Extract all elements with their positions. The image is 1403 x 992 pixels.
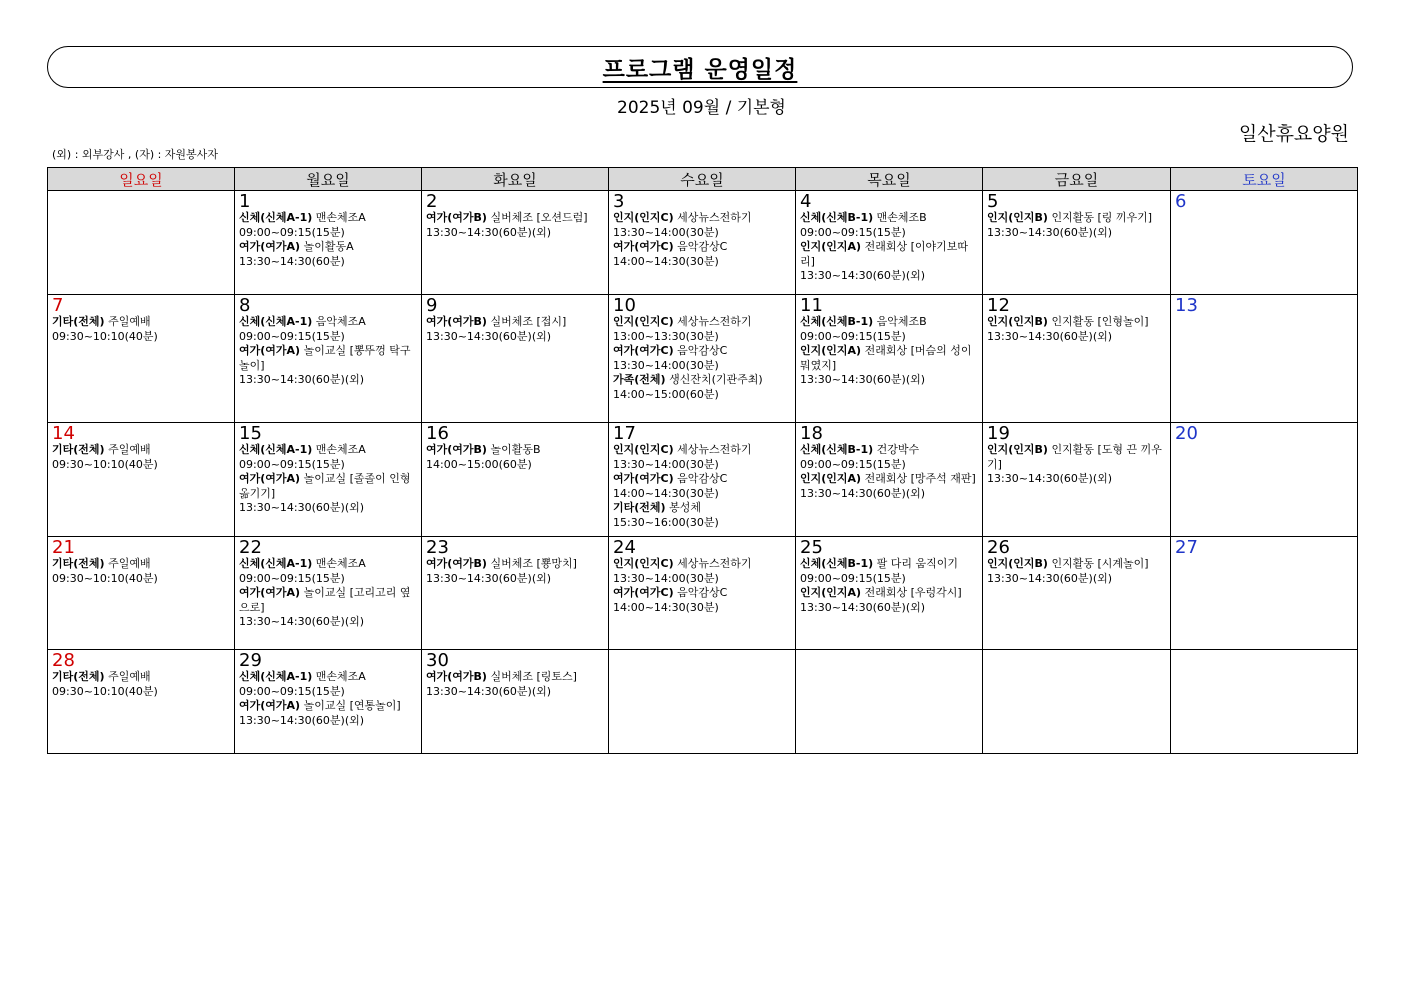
event-name: 인지활동 [인형놀이] [1051,315,1149,328]
event-name: 세상뉴스전하기 [677,443,752,456]
event-time: 09:00~09:15(15분) [239,225,345,239]
day-number: 1 [239,191,251,212]
event-name: 놀이활동A [303,240,354,253]
day-number: 25 [800,537,823,558]
event-time: 13:30~14:30(60분)(외) [800,486,926,500]
event-entry [239,240,417,255]
event-name: 맨손체조A [315,443,366,456]
day-number: 21 [52,537,75,558]
event-entry [613,373,791,388]
event-time: 09:00~09:15(15분) [239,571,345,585]
event-entry [426,211,604,226]
weekday-thursday: 목요일 [796,168,983,191]
event-name: 놀이교실 [뽕뚜껑 탁구놀이] [239,344,411,372]
day-cell [235,295,422,423]
day-number: 30 [426,650,449,671]
event-program: 인지(인지B) [987,315,1048,328]
day-cell [1171,537,1358,650]
title-box [47,46,1353,88]
day-number: 18 [800,423,823,444]
day-cell [422,191,609,295]
day-number: 12 [987,295,1010,316]
event-time: 13:30~14:00(30분) [613,571,719,585]
event-program: 여가(여가B) [426,670,487,683]
event-name: 주일예배 [108,670,151,683]
event-entry [613,443,791,458]
event-time: 13:30~14:30(60분)(외) [239,501,365,514]
event-name: 봉성체 [669,501,701,514]
weekday-friday: 금요일 [983,168,1171,191]
event-time: 09:00~09:15(15분) [800,329,906,343]
weekday-wednesday: 수요일 [609,168,796,191]
day-number: 7 [52,295,64,316]
event-entry [239,211,417,226]
day-number: 2 [426,191,438,212]
day-cell [235,537,422,650]
weekday-monday: 월요일 [235,168,422,191]
event-entry [613,586,791,601]
day-cell [422,423,609,537]
event-program: 여가(여가B) [426,211,487,224]
event-program: 기타(전체) [52,315,105,328]
day-number: 24 [613,537,636,558]
weekday-header-row [48,168,1358,191]
day-number: 13 [1175,295,1198,316]
event-time: 13:30~14:30(60분)(외) [987,472,1113,485]
event-program: 인지(인지A) [800,472,862,485]
day-cell [609,650,796,754]
day-cell [796,191,983,295]
day-number: 10 [613,295,636,316]
week-row [48,423,1358,537]
day-number: 27 [1175,537,1198,558]
day-cell [235,423,422,537]
day-cell [422,650,609,754]
event-time: 13:00~13:30(30분) [613,329,719,343]
day-cell [48,423,235,537]
event-program: 여가(여가C) [613,240,674,253]
event-program: 여가(여가C) [613,472,674,485]
event-program: 여가(여가C) [613,344,674,357]
event-name: 주일예배 [108,315,151,328]
event-time: 09:30~10:10(40분) [52,571,158,585]
weekday-sunday: 일요일 [48,168,235,191]
event-time: 14:00~15:00(60분) [613,387,719,401]
event-program: 신체(신체B-1) [800,557,874,570]
event-program: 신체(신체A-1) [239,670,313,683]
day-cell [235,191,422,295]
event-name: 전래회상 [이야기보따리] [800,240,968,268]
event-time: 09:00~09:15(15분) [239,329,345,343]
event-time: 13:30~14:30(60분)(외) [800,269,926,282]
event-entry [613,557,791,572]
day-cell [422,295,609,423]
event-entry [426,557,604,572]
event-program: 여가(여가B) [426,315,487,328]
day-cell [1171,295,1358,423]
day-cell [983,537,1171,650]
event-time: 13:30~14:00(30분) [613,358,719,372]
event-time: 14:00~14:30(30분) [613,254,719,268]
event-entry [800,443,978,458]
event-program: 인지(인지B) [987,443,1048,456]
event-program: 기타(전체) [613,501,666,514]
event-time: 09:00~09:15(15분) [239,457,345,471]
event-entry [426,315,604,330]
day-number: 28 [52,650,75,671]
event-program: 신체(신체B-1) [800,443,874,456]
event-entry [800,344,978,373]
event-program: 가족(전체) [613,373,666,386]
day-cell [48,295,235,423]
event-entry [613,240,791,255]
event-name: 실버체조 [뿅망치] [490,557,577,570]
event-name: 음악감상C [677,586,728,599]
event-entry [613,472,791,487]
day-cell [983,423,1171,537]
day-number: 3 [613,191,625,212]
event-program: 인지(인지C) [613,443,674,456]
day-cell [609,537,796,650]
event-name: 실버체조 [오션드럼] [490,211,588,224]
day-number: 15 [239,423,262,444]
event-time: 13:30~14:30(60분)(외) [987,225,1113,239]
day-number: 20 [1175,423,1198,444]
day-number: 8 [239,295,251,316]
event-program: 여가(여가B) [426,443,487,456]
event-time: 13:30~14:30(60분)(외) [426,225,552,239]
day-cell [48,537,235,650]
event-name: 음악감상C [677,240,728,253]
event-entry [613,501,791,516]
weekday-saturday: 토요일 [1171,168,1358,191]
week-row [48,191,1358,295]
event-program: 여가(여가A) [239,240,301,253]
event-time: 13:30~14:30(60분)(외) [239,373,365,386]
event-time: 09:30~10:10(40분) [52,329,158,343]
event-entry [987,211,1166,226]
event-name: 음악감상C [677,472,728,485]
event-entry [987,443,1166,472]
event-program: 여가(여가A) [239,699,301,712]
day-number: 23 [426,537,449,558]
event-entry [52,670,230,685]
event-entry [239,670,417,685]
event-program: 신체(신체A-1) [239,315,313,328]
event-program: 여가(여가A) [239,344,301,357]
event-time: 13:30~14:30(60분)(외) [426,571,552,585]
event-program: 기타(전체) [52,557,105,570]
event-program: 인지(인지A) [800,586,862,599]
event-name: 세상뉴스전하기 [677,211,752,224]
event-time: 09:30~10:10(40분) [52,457,158,471]
event-entry [613,211,791,226]
day-cell [796,650,983,754]
event-program: 인지(인지A) [800,344,862,357]
week-row [48,295,1358,423]
legend-note: (외) : 외부강사 , (자) : 자원봉사자 [52,148,218,161]
day-cell [609,295,796,423]
event-time: 13:30~14:30(60분)(외) [987,571,1113,585]
event-time: 13:30~14:30(60분)(외) [239,615,365,628]
event-name: 맨손체조A [315,211,366,224]
day-cell [48,191,235,295]
organization-name: 일산휴요양원 [1238,123,1349,145]
event-name: 건강박수 [876,443,920,456]
event-program: 기타(전체) [52,443,105,456]
event-program: 인지(인지B) [987,557,1048,570]
page-title: 프로그램 운영일정 [602,56,798,83]
day-cell [609,423,796,537]
event-name: 음악감상C [677,344,728,357]
day-cell [422,537,609,650]
event-entry [239,344,417,373]
event-entry [239,315,417,330]
event-name: 맨손체조A [315,557,366,570]
event-name: 인지활동 [링 끼우기] [1051,211,1153,224]
event-program: 신체(신체A-1) [239,557,313,570]
event-time: 13:30~14:30(60분)(외) [800,600,926,614]
event-entry [800,315,978,330]
event-name: 전래회상 [망주석 재판] [864,472,976,485]
event-name: 전래회상 [우렁각시] [864,586,962,599]
event-entry [239,472,417,501]
event-time: 15:30~16:00(30분) [613,515,719,529]
day-cell [235,650,422,754]
day-number: 29 [239,650,262,671]
event-program: 인지(인지C) [613,211,674,224]
event-name: 실버체조 [링토스] [490,670,577,683]
event-time: 09:00~09:15(15분) [800,571,906,585]
event-name: 맨손체조A [315,670,366,683]
day-cell [983,650,1171,754]
event-time: 13:30~14:30(60분)(외) [426,684,552,698]
day-number: 16 [426,423,449,444]
event-name: 놀이교실 [고리고리 옆으로] [239,586,411,614]
event-time: 13:30~14:00(30분) [613,457,719,471]
day-cell [796,537,983,650]
day-number: 14 [52,423,75,444]
event-entry [52,443,230,458]
event-time: 13:30~14:30(60분)(외) [239,713,365,727]
event-time: 09:00~09:15(15분) [800,457,906,471]
day-number: 9 [426,295,438,316]
event-name: 전래회상 [머슴의 성이 뭐였지] [800,344,972,372]
event-name: 인지활동 [도형 끈 끼우기] [987,443,1162,471]
event-program: 신체(신체B-1) [800,211,874,224]
event-name: 음악체조A [315,315,366,328]
event-program: 신체(신체A-1) [239,443,313,456]
event-entry [987,557,1166,572]
event-entry [239,586,417,615]
event-name: 팔 다리 움직이기 [876,557,959,570]
event-time: 14:00~14:30(30분) [613,600,719,614]
event-name: 주일예배 [108,557,151,570]
event-name: 놀이교실 [졸졸이 인형 옮기기] [239,472,411,500]
day-cell [609,191,796,295]
day-number: 19 [987,423,1010,444]
event-entry [613,315,791,330]
event-program: 인지(인지A) [800,240,862,253]
page-subtitle: 2025년 09월 / 기본형 [617,98,786,118]
event-entry [800,240,978,269]
event-program: 여가(여가A) [239,586,301,599]
event-name: 실버체조 [접시] [490,315,567,328]
event-entry [426,670,604,685]
event-time: 09:00~09:15(15분) [800,225,906,239]
day-cell [796,295,983,423]
event-time: 13:30~14:30(60분)(외) [426,329,552,343]
event-entry [239,557,417,572]
day-number: 6 [1175,191,1187,212]
day-cell [1171,650,1358,754]
day-cell [983,191,1171,295]
event-name: 음악체조B [876,315,927,328]
event-time: 09:30~10:10(40분) [52,684,158,698]
day-number: 26 [987,537,1010,558]
week-row [48,537,1358,650]
event-name: 놀이교실 [연통놀이] [303,699,401,712]
event-program: 신체(신체A-1) [239,211,313,224]
day-number: 5 [987,191,999,212]
event-name: 놀이활동B [490,443,541,456]
event-program: 여가(여가C) [613,586,674,599]
event-program: 기타(전체) [52,670,105,683]
event-name: 인지활동 [시계놀이] [1051,557,1149,570]
event-time: 09:00~09:15(15분) [239,684,345,698]
event-entry [52,315,230,330]
event-entry [800,586,978,601]
day-cell [796,423,983,537]
event-name: 생신잔치(기관주최) [669,373,763,386]
event-time: 14:00~14:30(30분) [613,486,719,500]
event-entry [987,315,1166,330]
event-entry [800,472,978,487]
event-entry [239,699,417,714]
event-name: 맨손체조B [876,211,927,224]
event-program: 여가(여가A) [239,472,301,485]
event-program: 인지(인지C) [613,315,674,328]
day-cell [48,650,235,754]
weekday-tuesday: 화요일 [422,168,609,191]
day-cell [1171,191,1358,295]
event-program: 인지(인지B) [987,211,1048,224]
event-entry [52,557,230,572]
event-program: 인지(인지C) [613,557,674,570]
day-cell [983,295,1171,423]
event-name: 세상뉴스전하기 [677,557,752,570]
day-number: 11 [800,295,823,316]
event-entry [800,557,978,572]
week-row [48,650,1358,754]
day-number: 4 [800,191,812,212]
calendar-table [47,167,1358,754]
event-time: 13:30~14:00(30분) [613,225,719,239]
event-time: 13:30~14:30(60분) [239,254,345,268]
event-time: 13:30~14:30(60분)(외) [987,329,1113,343]
event-program: 여가(여가B) [426,557,487,570]
day-number: 22 [239,537,262,558]
day-number: 17 [613,423,636,444]
event-program: 신체(신체B-1) [800,315,874,328]
event-time: 14:00~15:00(60분) [426,457,532,471]
event-entry [426,443,604,458]
event-entry [800,211,978,226]
event-entry [613,344,791,359]
event-time: 13:30~14:30(60분)(외) [800,373,926,386]
day-cell [1171,423,1358,537]
event-name: 세상뉴스전하기 [677,315,752,328]
event-entry [239,443,417,458]
event-name: 주일예배 [108,443,151,456]
